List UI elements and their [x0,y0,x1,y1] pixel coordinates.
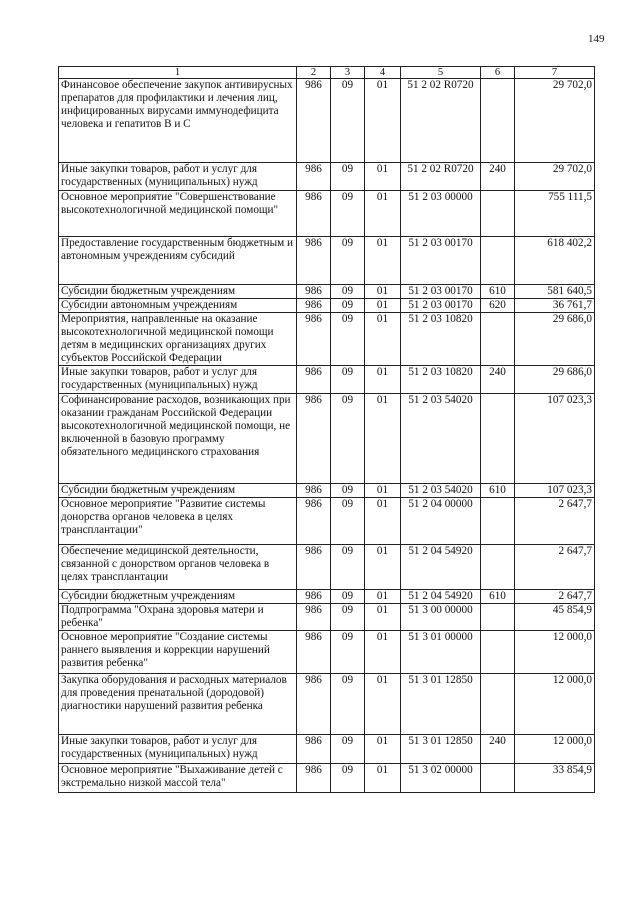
table-row [59,631,595,674]
row-grbs: 986 [297,313,331,366]
row-name: Субсидии бюджетным учреждениям [59,590,297,604]
table-row [59,394,595,484]
budget-table [58,66,595,793]
row-amount: 12 000,0 [515,631,595,674]
row-name: Субсидии бюджетным учреждениям [59,285,297,299]
row-grbs: 986 [297,545,331,590]
row-grbs: 986 [297,498,331,545]
row-target-article: 51 2 04 54920 [401,545,481,590]
row-grbs: 986 [297,191,331,237]
row-subsection: 01 [365,764,401,793]
row-section: 09 [331,163,365,191]
row-target-article: 51 3 01 12850 [401,674,481,735]
row-grbs: 986 [297,163,331,191]
row-target-article: 51 3 01 12850 [401,735,481,764]
row-name: Субсидии автономным учреждениям [59,299,297,313]
row-amount: 2 647,7 [515,545,595,590]
table-row [59,79,595,163]
row-target-article: 51 2 03 54020 [401,484,481,498]
row-amount: 29 702,0 [515,163,595,191]
row-name: Основное мероприятие "Выхаживание детей с экстремально низкой массой тела" [59,764,297,793]
row-name: Софинансирование расходов, возникающих при оказании гражданам Российской Федерации высокотехнологичной медицинской помощи, не включенной в базовую программу обязательного медицинского страхования [59,394,297,484]
row-section: 09 [331,764,365,793]
row-grbs: 986 [297,764,331,793]
row-section: 09 [331,735,365,764]
row-amount: 12 000,0 [515,735,595,764]
row-subsection: 01 [365,313,401,366]
row-expense-type: 240 [481,163,515,191]
column-header: 6 [481,67,515,79]
row-grbs: 986 [297,79,331,163]
row-name: Предоставление государственным бюджетным и автономным учреждениям субсидий [59,237,297,285]
column-header: 3 [331,67,365,79]
row-name: Основное мероприятие "Совершенствование высокотехнологичной медицинской помощи" [59,191,297,237]
row-subsection: 01 [365,674,401,735]
row-section: 09 [331,366,365,394]
column-header: 4 [365,67,401,79]
table-row [59,590,595,604]
row-amount: 45 854,9 [515,604,595,631]
row-name: Иные закупки товаров, работ и услуг для государственных (муниципальных) нужд [59,366,297,394]
row-expense-type [481,545,515,590]
row-name: Закупка оборудования и расходных материалов для проведения пренатальной (дородовой) диагностики нарушений развития ребенка [59,674,297,735]
row-amount: 618 402,2 [515,237,595,285]
row-name: Обеспечение медицинской деятельности, связанной с донорством органов человека в целях трансплантации [59,545,297,590]
row-section: 09 [331,484,365,498]
row-amount: 12 000,0 [515,674,595,735]
row-amount: 29 686,0 [515,313,595,366]
row-subsection: 01 [365,590,401,604]
row-target-article: 51 2 04 54920 [401,590,481,604]
row-grbs: 986 [297,674,331,735]
row-expense-type: 620 [481,299,515,313]
row-name: Иные закупки товаров, работ и услуг для государственных (муниципальных) нужд [59,735,297,764]
table-row [59,285,595,299]
table-row [59,604,595,631]
row-grbs: 986 [297,366,331,394]
row-subsection: 01 [365,604,401,631]
row-amount: 29 702,0 [515,79,595,163]
row-expense-type: 240 [481,735,515,764]
table-row [59,191,595,237]
row-section: 09 [331,674,365,735]
column-header: 5 [401,67,481,79]
row-subsection: 01 [365,299,401,313]
row-expense-type [481,674,515,735]
row-target-article: 51 2 02 R0720 [401,163,481,191]
row-target-article: 51 3 02 00000 [401,764,481,793]
row-grbs: 986 [297,484,331,498]
row-expense-type [481,764,515,793]
row-expense-type [481,498,515,545]
row-section: 09 [331,590,365,604]
row-subsection: 01 [365,285,401,299]
row-target-article: 51 2 03 10820 [401,366,481,394]
table-row [59,735,595,764]
row-subsection: 01 [365,79,401,163]
row-expense-type [481,631,515,674]
row-section: 09 [331,604,365,631]
row-subsection: 01 [365,498,401,545]
row-subsection: 01 [365,545,401,590]
table-row [59,484,595,498]
table-row [59,498,595,545]
row-expense-type: 610 [481,590,515,604]
row-target-article: 51 2 04 00000 [401,498,481,545]
row-amount: 2 647,7 [515,590,595,604]
row-target-article: 51 2 03 54020 [401,394,481,484]
row-name: Иные закупки товаров, работ и услуг для государственных (муниципальных) нужд [59,163,297,191]
row-grbs: 986 [297,604,331,631]
row-subsection: 01 [365,191,401,237]
row-subsection: 01 [365,366,401,394]
row-amount: 2 647,7 [515,498,595,545]
table-row [59,545,595,590]
row-expense-type [481,79,515,163]
row-section: 09 [331,79,365,163]
table-row [59,299,595,313]
column-header: 2 [297,67,331,79]
row-expense-type [481,313,515,366]
row-grbs: 986 [297,299,331,313]
row-amount: 581 640,5 [515,285,595,299]
row-target-article: 51 3 00 00000 [401,604,481,631]
row-grbs: 986 [297,631,331,674]
row-target-article: 51 2 03 00170 [401,285,481,299]
table-row [59,674,595,735]
row-amount: 36 761,7 [515,299,595,313]
row-expense-type: 610 [481,285,515,299]
row-amount: 33 854,9 [515,764,595,793]
row-section: 09 [331,498,365,545]
row-target-article: 51 2 02 R0720 [401,79,481,163]
row-name: Основное мероприятие "Развитие системы донорства органов человека в целях трансплантации" [59,498,297,545]
row-section: 09 [331,299,365,313]
row-grbs: 986 [297,285,331,299]
row-name: Мероприятия, направленные на оказание высокотехнологичной медицинской помощи детям в медицинских организациях других субъектов Российской Федерации [59,313,297,366]
table-row [59,237,595,285]
row-expense-type [481,604,515,631]
table-row [59,764,595,793]
row-expense-type: 240 [481,366,515,394]
row-amount: 29 686,0 [515,366,595,394]
row-section: 09 [331,545,365,590]
row-expense-type [481,237,515,285]
row-expense-type [481,191,515,237]
row-expense-type: 610 [481,484,515,498]
page-number: 149 [588,33,605,45]
row-name: Субсидии бюджетным учреждениям [59,484,297,498]
column-header: 7 [515,67,595,79]
row-target-article: 51 2 03 10820 [401,313,481,366]
row-target-article: 51 2 03 00170 [401,299,481,313]
row-subsection: 01 [365,735,401,764]
row-target-article: 51 2 03 00000 [401,191,481,237]
row-section: 09 [331,394,365,484]
row-name: Подпрограмма "Охрана здоровья матери и ребенка" [59,604,297,631]
row-subsection: 01 [365,631,401,674]
column-header: 1 [59,67,297,79]
table-row [59,313,595,366]
row-subsection: 01 [365,163,401,191]
row-subsection: 01 [365,394,401,484]
row-section: 09 [331,631,365,674]
row-expense-type [481,394,515,484]
row-section: 09 [331,237,365,285]
row-section: 09 [331,313,365,366]
table-row [59,366,595,394]
row-subsection: 01 [365,237,401,285]
row-grbs: 986 [297,237,331,285]
row-subsection: 01 [365,484,401,498]
table-row [59,163,595,191]
row-grbs: 986 [297,735,331,764]
row-amount: 755 111,5 [515,191,595,237]
row-target-article: 51 3 01 00000 [401,631,481,674]
row-amount: 107 023,3 [515,484,595,498]
row-amount: 107 023,3 [515,394,595,484]
row-name: Финансовое обеспечение закупок антивирусных препаратов для профилактики и лечения лиц, инфицированных вирусами иммунодефицита человека и гепатитов В и С [59,79,297,163]
row-grbs: 986 [297,590,331,604]
row-name: Основное мероприятие "Создание системы раннего выявления и коррекции нарушений развития ребенка" [59,631,297,674]
row-grbs: 986 [297,394,331,484]
row-section: 09 [331,285,365,299]
row-target-article: 51 2 03 00170 [401,237,481,285]
row-section: 09 [331,191,365,237]
header-row [59,67,595,79]
